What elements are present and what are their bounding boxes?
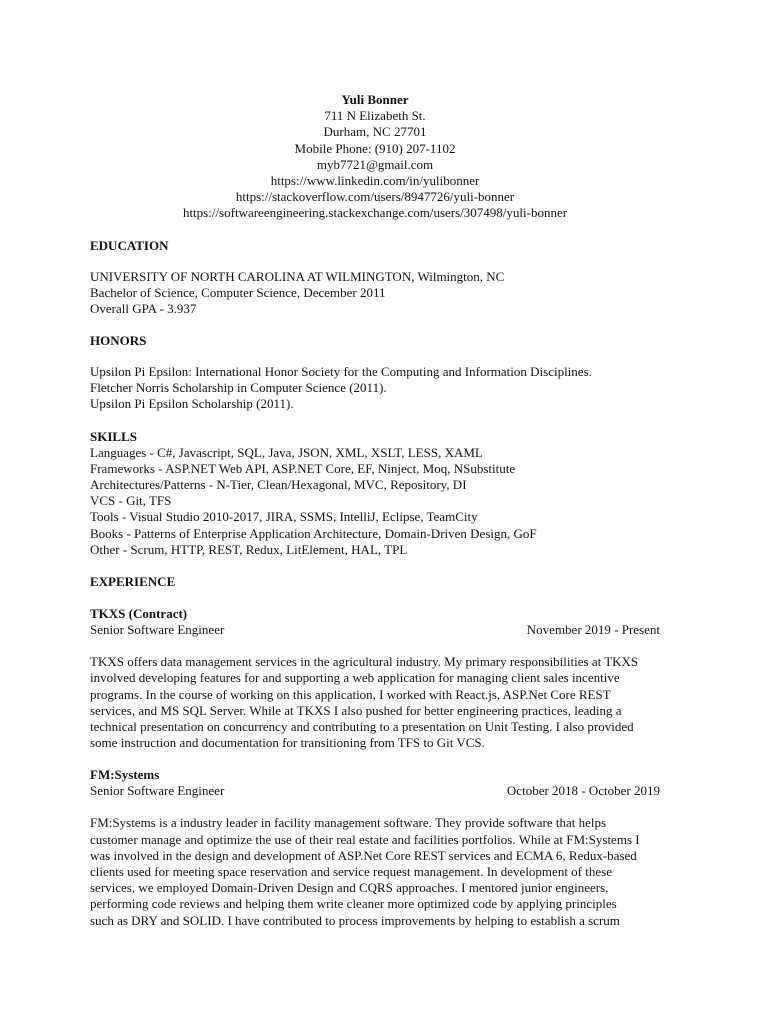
job-entry-tkxs [90,606,660,751]
education-line: Overall GPA - 3.937 [90,300,197,316]
skills-section [90,445,660,558]
education-line: Bachelor of Science, Computer Science, December 2011 [90,284,386,300]
description-line: FM:Systems is a industry leader in facility management software. They provide software that helps [90,815,607,831]
description-line: involved developing features for and supporting a web application for managing client sales incentive [90,670,620,686]
job-title: Senior Software Engineer [90,783,225,799]
skills-heading: SKILLS [90,428,137,444]
description-line: TKXS offers data management services in the agricultural industry. My primary responsibilities at TKXS [90,654,639,670]
job-description [90,815,660,928]
softwareengineering-url: https://softwareengineering.stackexchange.com/users/307498/yuli-bonner [182,205,568,221]
education-heading: EDUCATION [90,237,169,253]
description-line: customer manage and optimize the use of their real estate and facilities portfolios. While at FM:Systems I [90,831,640,847]
email-address: myb7721@gmail.com [316,156,434,172]
honors-heading: HONORS [90,333,147,349]
education-section [90,269,660,318]
description-line: such as DRY and SOLID. I have contributed to process improvements by helping to establish a scrum [90,912,620,928]
company-name: FM:Systems [90,767,160,783]
job-entry-fmsystems [90,767,660,929]
skill-line: Other - Scrum, HTTP, REST, Redux, LitElement, HAL, TPL [90,541,408,557]
description-line: performing code reviews and helping them write cleaner more optimized code by applying principles [90,896,617,912]
address-street: 711 N Elizabeth St. [324,108,426,124]
job-dates: October 2018 - October 2019 [506,783,660,799]
description-line: clients used for meeting space reservation and service request management. In development of these [90,864,612,879]
address-city: Durham, NC 27701 [323,124,427,140]
honor-line: Fletcher Norris Scholarship in Computer Science (2011). [90,380,387,396]
mobile-phone: Mobile Phone: (910) 207-1102 [294,140,456,156]
job-dates: November 2019 - Present [526,621,660,637]
job-title: Senior Software Engineer [90,621,225,637]
honor-line: Upsilon Pi Epsilon: International Honor Society for the Computing and Information Disciplines. [90,364,592,380]
company-name: TKXS (Contract) [90,605,188,621]
job-description [90,654,660,751]
description-line: was involved in the design and development of ASP.Net Core REST services and ECMA 6, Redux-based [90,847,637,863]
description-line: programs. In the course of working on this application, I worked with React.js, ASP.Net Core REST [90,686,611,702]
role-row [90,622,660,638]
skill-line: Frameworks - ASP.NET Web API, ASP.NET Core, EF, Ninject, Moq, NSubstitute [90,460,516,476]
honor-line: Upsilon Pi Epsilon Scholarship (2011). [90,396,294,412]
role-row [90,783,660,799]
skill-line: Languages - C#, Javascript, SQL, Java, JSON, XML, XSLT, LESS, XAML [90,444,483,460]
experience-heading: EXPERIENCE [90,573,176,589]
skill-line: Architectures/Patterns - N-Tier, Clean/Hexagonal, MVC, Repository, DI [90,477,467,492]
stackoverflow-url: https://stackoverflow.com/users/8947726/yuli-bonner [235,189,515,205]
candidate-name: Yuli Bonner [341,92,409,107]
resume-page [90,92,660,929]
description-line: some instruction and documentation for transitioning from TFS to Git VCS. [90,735,485,751]
honors-section [90,364,660,413]
description-line: services, and MS SQL Server. While at TKXS I also pushed for better engineering practices, leading a [90,702,622,718]
skill-line: Books - Patterns of Enterprise Application Architecture, Domain-Driven Design, GoF [90,525,537,541]
linkedin-url: https://www.linkedin.com/in/yulibonner [270,172,480,188]
skill-line: VCS - Git, TFS [90,493,172,509]
description-line: services, we employed Domain-Driven Design and CQRS approaches. I mentored junior engineers, [90,880,609,896]
skill-line: Tools - Visual Studio 2010-2017, JIRA, SSMS, IntelliJ, Eclipse, TeamCity [90,509,478,525]
description-line: technical presentation on concurrency and contributing to a presentation on Unit Testing. I also provided [90,718,634,734]
contact-header [90,92,660,222]
education-line: UNIVERSITY OF NORTH CAROLINA AT WILMINGTON, Wilmington, NC [90,268,505,284]
